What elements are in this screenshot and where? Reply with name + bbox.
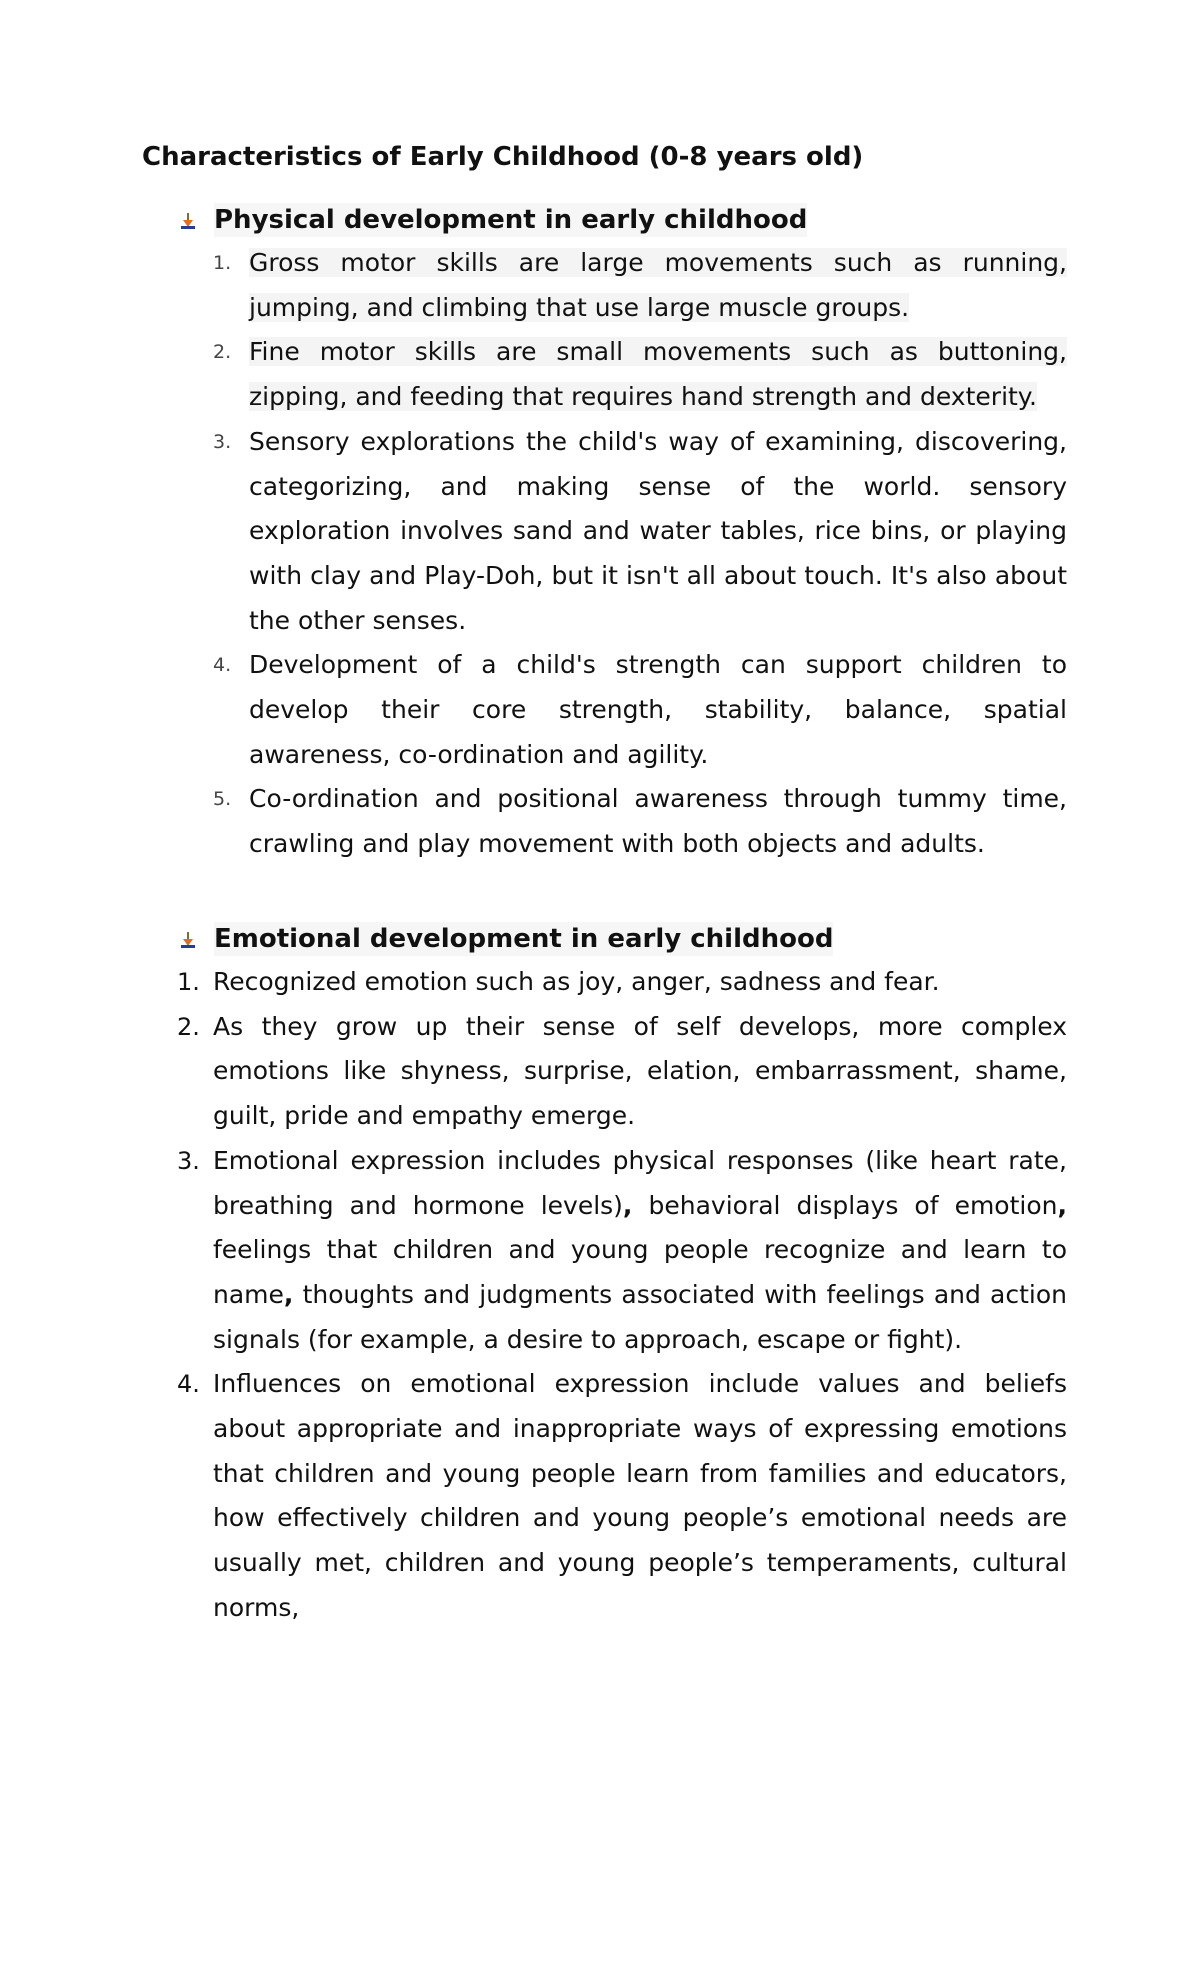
list-item <box>177 1362 1067 1630</box>
bold-comma: , <box>1057 1190 1067 1220</box>
list-item <box>177 1005 1067 1139</box>
emotional-section-heading <box>178 922 833 956</box>
list-item <box>177 1139 1067 1363</box>
list-item-text: As they grow up their sense of self develops, more complex emotions like shyness, surprise, elation, embarrassment, shame, guilt, pride and empathy emerge. <box>213 1011 1067 1131</box>
list-item-text-part: feelings that children and young people recognize and learn to name <box>213 1235 1067 1309</box>
list-item-text: Influences on emotional expression include values and beliefs about appropriate and inappropriate ways of expressing emotions that children and young people learn from families and educators, how effectively children and young people’s emotional needs are usually met, children and young people’s temperaments, cultural norms, <box>213 1369 1067 1622</box>
list-item <box>213 330 1067 419</box>
bold-comma: , <box>283 1279 294 1309</box>
list-item <box>213 643 1067 777</box>
list-item-text: Gross motor skills are large movements such as running, jumping, and climbing that use large muscle groups. <box>249 248 1067 322</box>
list-item <box>177 960 1067 1005</box>
list-number: 5. <box>213 788 232 811</box>
list-number: 1. <box>177 968 200 996</box>
arrow-down-icon <box>178 922 214 956</box>
document-title: Characteristics of Early Childhood (0-8 years old) <box>142 142 864 172</box>
list-item-text-part: thoughts and judgments associated with feelings and action signals (for example, a desire to approach, escape or fight). <box>213 1279 1067 1354</box>
list-item-text: Fine motor skills are small movements such as buttoning, zipping, and feeding that requires hand strength and dexterity. <box>249 337 1067 412</box>
list-number: 2. <box>177 1012 200 1041</box>
bold-comma: , <box>622 1190 633 1220</box>
list-number: 4. <box>213 654 232 677</box>
list-item <box>213 241 1067 330</box>
physical-list <box>213 241 1067 867</box>
emotional-list <box>177 960 1067 1631</box>
emotional-heading-text: Emotional development in early childhood <box>214 924 834 954</box>
list-number: 1. <box>213 252 232 274</box>
list-number: 4. <box>177 1370 200 1399</box>
list-item-text-part: Emotional expression includes physical responses (like heart rate, breathing and hormone levels) <box>213 1145 1067 1220</box>
physical-section-heading <box>178 203 807 237</box>
physical-heading-text: Physical development in early childhood <box>214 205 808 235</box>
list-item-text: Recognized emotion such as joy, anger, sadness and fear. <box>213 967 940 996</box>
list-item <box>213 420 1067 644</box>
list-number: 3. <box>177 1146 200 1175</box>
list-item-text: Development of a child's strength can support children to develop their core strength, stability, balance, spatial awareness, co-ordination and agility. <box>249 650 1067 769</box>
list-item <box>213 777 1067 866</box>
arrow-down-icon <box>178 203 214 237</box>
list-number: 2. <box>213 341 232 364</box>
list-item-text: Sensory explorations the child's way of examining, discovering, categorizing, and making sense of the world. sensory exploration involves sand and water tables, rice bins, or playing with clay and Play-Doh, but it isn't all about touch. It's also about the other senses. <box>249 426 1067 635</box>
list-item-text: Co-ordination and positional awareness through tummy time, crawling and play movement with both objects and adults. <box>249 784 1067 859</box>
list-item-text-part: behavioral displays of emotion <box>632 1190 1058 1220</box>
list-number: 3. <box>213 430 232 453</box>
